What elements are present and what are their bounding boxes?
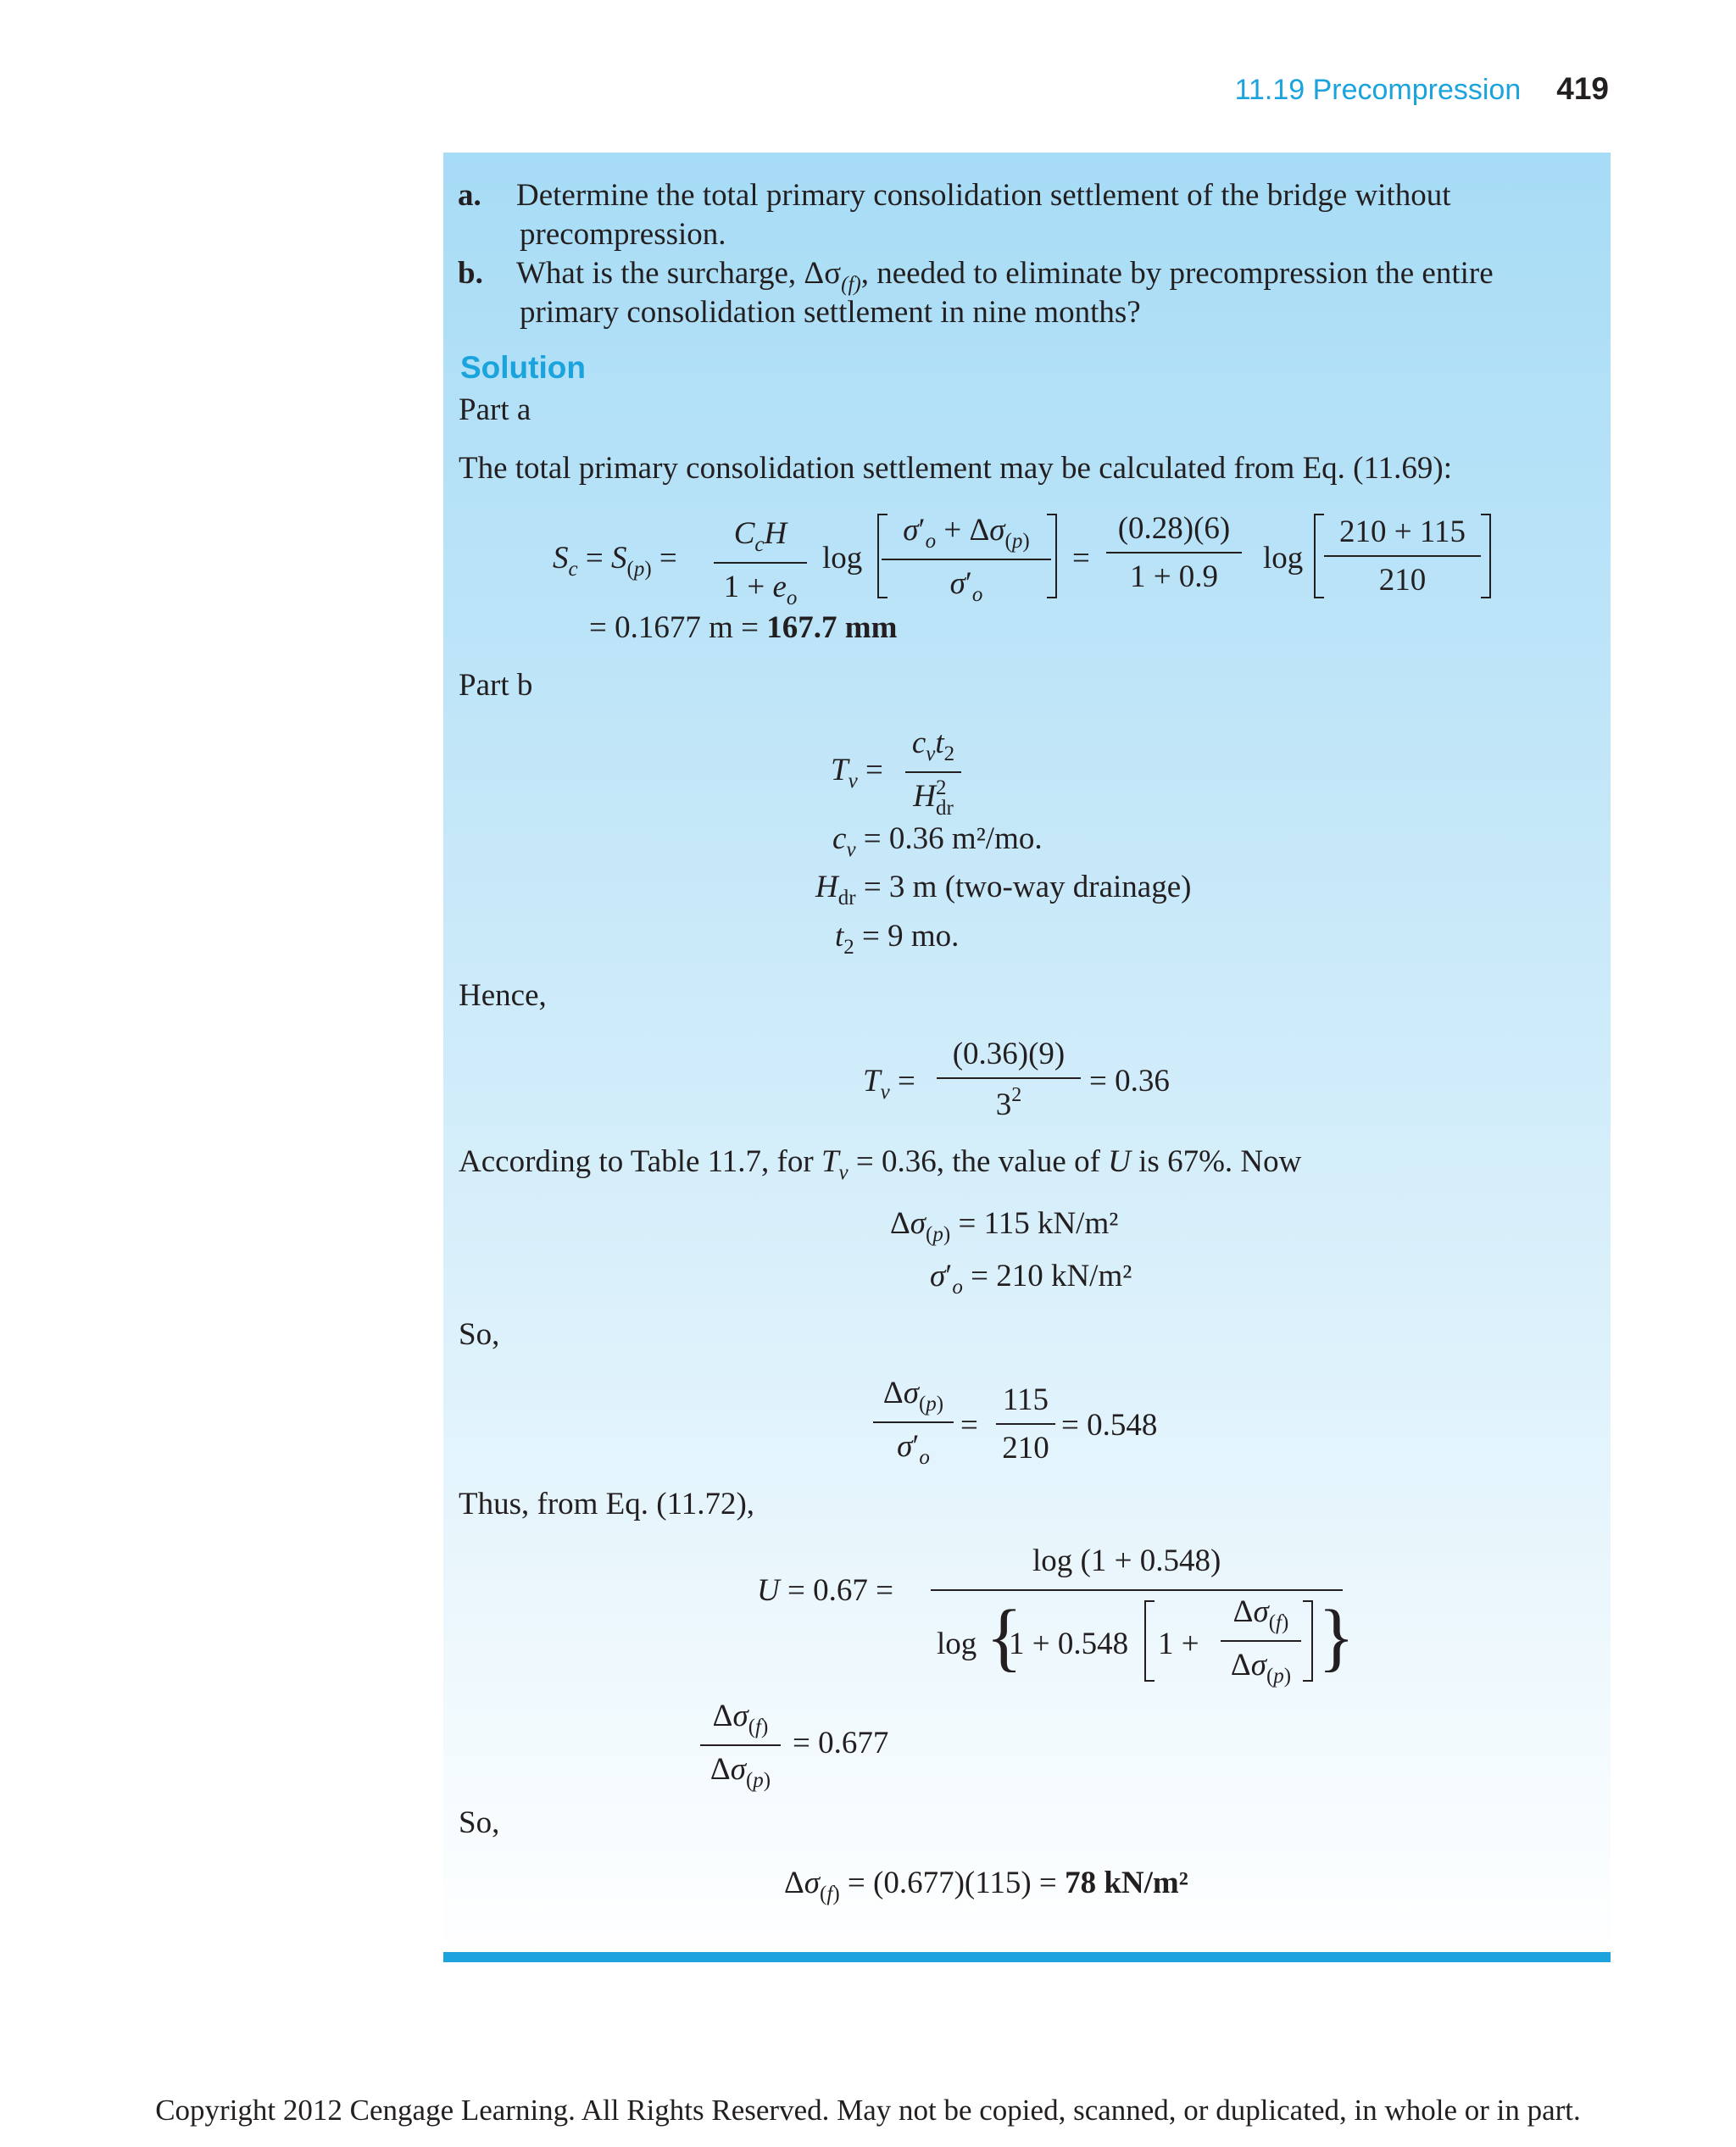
sc-equals-sp: $S_c = S_{(p)}$ =	[553, 541, 677, 581]
tv-symbol-2: $T_v$ =	[863, 1064, 915, 1104]
part-a-label: Part a	[459, 392, 531, 427]
fraction-dsf-over-dsp-2: $\Delta\sigma_{(f)}$ $\Delta\sigma_{(p)}$	[700, 1698, 781, 1793]
so-text-2: So,	[459, 1805, 500, 1840]
left-bracket-2	[1314, 514, 1324, 598]
so-text-1: So,	[459, 1317, 500, 1352]
fraction-115-210: 115 210	[996, 1382, 1055, 1466]
intro-text: The total primary consolidation settlement may be calculated from Eq. (11.69):	[459, 451, 1452, 486]
ratio2-result: = 0.677	[793, 1726, 889, 1760]
delta-sigma-p-line: $\Delta\sigma_{(p)} = 115$ kN/m²	[890, 1206, 1119, 1246]
fraction-cch-over-1pe: $C_cH$ $1 + e_o$	[714, 515, 807, 610]
right-bracket	[1047, 514, 1057, 598]
hence-text: Hence,	[459, 978, 547, 1013]
u-numerator: log (1 + 0.548)	[1032, 1544, 1221, 1578]
equals-sign-2: =	[960, 1408, 978, 1443]
ratio-result: = 0.548	[1061, 1408, 1158, 1443]
part-b-label: Part b	[459, 668, 533, 703]
example-box-bottom-rule	[443, 1952, 1611, 1962]
u-fraction-bar	[931, 1589, 1343, 1591]
fraction-dsf-over-dsp: $\Delta\sigma_{(f)}$ $\Delta\sigma_{(p)}$	[1221, 1594, 1301, 1688]
equals-sign: =	[1072, 541, 1090, 576]
right-brace: }	[1318, 1595, 1355, 1679]
left-bracket-3	[1144, 1600, 1155, 1682]
u-den-mid: 1 + 0.548	[1009, 1627, 1129, 1661]
right-bracket-3	[1303, 1600, 1313, 1682]
running-header	[1235, 71, 1609, 107]
solution-heading: Solution	[460, 350, 586, 385]
cv-line: $c_v = 0.36$ m²/mo.	[832, 821, 1043, 861]
right-bracket-2	[1481, 514, 1491, 598]
section-title: 11.19 Precompression	[1234, 74, 1522, 106]
tv-symbol: $T_v$ =	[831, 753, 883, 793]
table-text: According to Table 11.7, for $T_v = 0.36$, the value of U is 67%. Now	[459, 1144, 1302, 1184]
t2-line: $t_2 = 9$ mo.	[835, 919, 960, 959]
fraction-stress-ratio: $\sigma'_o + \Delta\sigma_{(p)}$ $\sigma'_o$	[882, 512, 1051, 607]
left-brace: {	[986, 1595, 1023, 1679]
settlement-result: = 0.1677 m = 167.7 mm	[589, 610, 898, 645]
item-b-label: b.	[458, 256, 483, 291]
log-text-2: log	[1263, 541, 1304, 576]
fraction-numeric-2: 210 + 115 210	[1324, 514, 1481, 598]
u-equation-left: U = 0.67 =	[757, 1573, 893, 1608]
sigma-o-line: $\sigma'_o = 210$ kN/m²	[930, 1259, 1132, 1299]
final-result: $\Delta\sigma_{(f)} = (0.677)(115) = 78$ kN/m²	[784, 1866, 1188, 1905]
page-number: 419	[1556, 71, 1609, 106]
tv-result: = 0.36	[1089, 1064, 1170, 1099]
item-b-line2: primary consolidation settlement in nine months?	[520, 295, 1141, 330]
item-b-line1: What is the surcharge, $\Delta\sigma_{(f)}$, needed to eliminate by precompression the entire	[516, 256, 1494, 296]
u-den-one: 1 +	[1158, 1627, 1199, 1661]
fraction-cvt2-hdr2: $c_vt_2$ H 2 dr	[905, 725, 961, 815]
fraction-numeric-1: (0.28)(6) 1 + 0.9	[1106, 510, 1242, 595]
thus-text: Thus, from Eq. (11.72),	[459, 1487, 755, 1521]
fraction-dsp-over-so: $\Delta\sigma_{(p)}$ $\sigma'_o$	[873, 1375, 954, 1470]
item-a-label: a.	[458, 178, 481, 213]
log-text-1: log	[822, 541, 863, 576]
u-den-log: log	[937, 1627, 977, 1661]
item-a-line1: Determine the total primary consolidation settlement of the bridge without	[516, 178, 1451, 213]
hdr-line: $H_{dr} = 3$ m (two-way drainage)	[815, 870, 1192, 909]
fraction-tv-numeric: (0.36)(9) $3^2$	[937, 1036, 1081, 1123]
copyright-footer: Copyright 2012 Cengage Learning. All Rights Reserved. May not be copied, scanned, or duplicated, in whole or in part.	[155, 2094, 1581, 2127]
item-a-line2: precompression.	[520, 217, 726, 252]
